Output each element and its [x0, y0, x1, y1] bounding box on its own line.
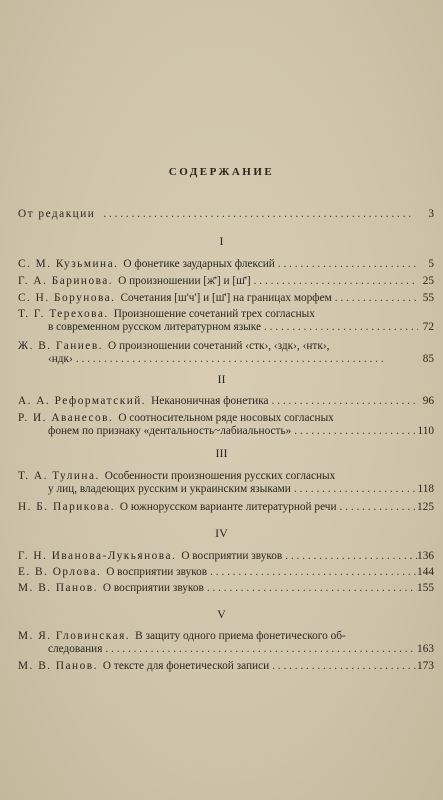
entry-author: А. А. Реформатский.: [18, 395, 147, 407]
toc-entry[interactable]: [18, 550, 434, 563]
section-numeral-5: V: [217, 607, 226, 621]
section-numeral-2: II: [217, 372, 226, 386]
entry-title: О восприятии звуков: [106, 566, 208, 578]
entry-title: О южнорусском варианте литературной речи: [119, 501, 337, 513]
toc-entry[interactable]: [18, 582, 434, 595]
page-number: 173: [417, 660, 434, 672]
toc-entry[interactable]: [18, 412, 434, 438]
entry-label: От редакции: [18, 208, 96, 220]
page-number: 85: [422, 353, 434, 365]
entry-author: М. Я. Гловинская.: [18, 630, 131, 642]
entry-author: Г. А. Баринова.: [18, 275, 114, 287]
page-number: 72: [422, 321, 434, 333]
entry-title-cont: у лиц, владеющих русским и украинским языками: [48, 483, 291, 495]
page-number: 118: [417, 483, 434, 495]
page-number: 25: [422, 275, 434, 287]
leader-dots: [337, 501, 418, 514]
entry-author: Р. И. Аванесов.: [18, 412, 114, 424]
entry-title: Произношение сочетаний трех согласных: [113, 308, 315, 320]
page-number: 136: [417, 550, 434, 562]
toc-entry[interactable]: [18, 566, 434, 579]
entry-author: Н. Б. Парикова.: [18, 501, 115, 513]
entry-title: О произношении [ж̄'] и [ш̄']: [118, 275, 251, 287]
leader-dots: [207, 566, 417, 579]
toc-entry[interactable]: [18, 340, 434, 366]
toc-entry[interactable]: [18, 630, 434, 656]
entry-title: Неканоничная фонетика: [151, 395, 269, 407]
page-number: 5: [428, 258, 434, 270]
entry-title-cont: ‹ндк›: [48, 353, 73, 365]
entry-title-cont: в современном русском литературном языке: [48, 321, 261, 333]
entry-author: С. Н. Борунова.: [18, 292, 116, 304]
toc-entry[interactable]: [18, 308, 434, 334]
entry-title-cont: следования: [48, 643, 103, 655]
entry-title: В защиту одного приема фонетического об-: [135, 630, 346, 642]
entry-author: Г. Н. Иванова-Лукьянова.: [18, 550, 177, 562]
leader-dots: [102, 643, 417, 656]
toc-entry[interactable]: [18, 275, 434, 288]
entry-title: О восприятии звуков: [102, 582, 204, 594]
section-numeral-1: I: [219, 234, 224, 248]
leader-dots: [261, 321, 418, 334]
toc-entry[interactable]: [18, 292, 434, 305]
leader-dots: [275, 258, 418, 271]
leader-dots: [282, 550, 417, 563]
leader-dots: [204, 582, 417, 595]
entry-author: М. В. Панов.: [18, 660, 98, 672]
entry-author: Т. Г. Терехова.: [18, 308, 109, 320]
page-number: 163: [417, 643, 434, 655]
toc-entry[interactable]: [18, 660, 434, 673]
leader-dots: [291, 425, 417, 438]
page-title: СОДЕРЖАНИЕ: [168, 166, 275, 178]
entry-title: Особенности произношения русских согласных: [104, 470, 336, 482]
entry-author: Е. В. Орлова.: [18, 566, 102, 578]
page-number: 125: [417, 501, 434, 513]
page-number: 155: [417, 582, 434, 594]
section-numeral-4: IV: [215, 526, 228, 540]
page-number: 96: [422, 395, 434, 407]
page-number: 110: [417, 425, 434, 437]
toc-entry[interactable]: [18, 258, 434, 271]
leader-dots: [332, 292, 418, 305]
page-number: 55: [422, 292, 434, 304]
leader-dots: [291, 483, 418, 496]
toc-entry[interactable]: [18, 501, 434, 514]
entry-author: С. М. Кузьмина.: [18, 258, 119, 270]
toc-entry[interactable]: [18, 470, 434, 496]
entry-author: М. В. Панов.: [18, 582, 98, 594]
entry-title: О тексте для фонетической записи: [102, 660, 270, 672]
entry-title: О фонетике заударных флексий: [123, 258, 275, 270]
page-number: 3: [428, 208, 434, 220]
leader-dots: [269, 660, 417, 673]
entry-title: О соотносительном ряде носовых согласных: [118, 412, 334, 424]
leader-dots: [100, 208, 418, 221]
leader-dots: [251, 275, 418, 288]
toc-entry-editorial[interactable]: [18, 208, 434, 221]
page-number: 144: [417, 566, 434, 578]
entry-title-cont: фонем по признаку «дентальность~лабиальность»: [48, 425, 292, 437]
entry-author: Т. А. Тулина.: [18, 470, 100, 482]
leader-dots: [73, 353, 418, 366]
entry-author: Ж. В. Ганиев.: [18, 340, 103, 352]
toc-entry[interactable]: [18, 395, 434, 408]
section-numeral-3: III: [215, 446, 228, 460]
leader-dots: [269, 395, 418, 408]
entry-title: О произношении сочетаний ‹стк›, ‹здк›, ‹нтк›,: [107, 340, 330, 352]
entry-title: О восприятии звуков: [181, 550, 283, 562]
entry-title: Сочетания [ш'ч'] и [ш̄'] на границах морфем: [120, 292, 332, 304]
